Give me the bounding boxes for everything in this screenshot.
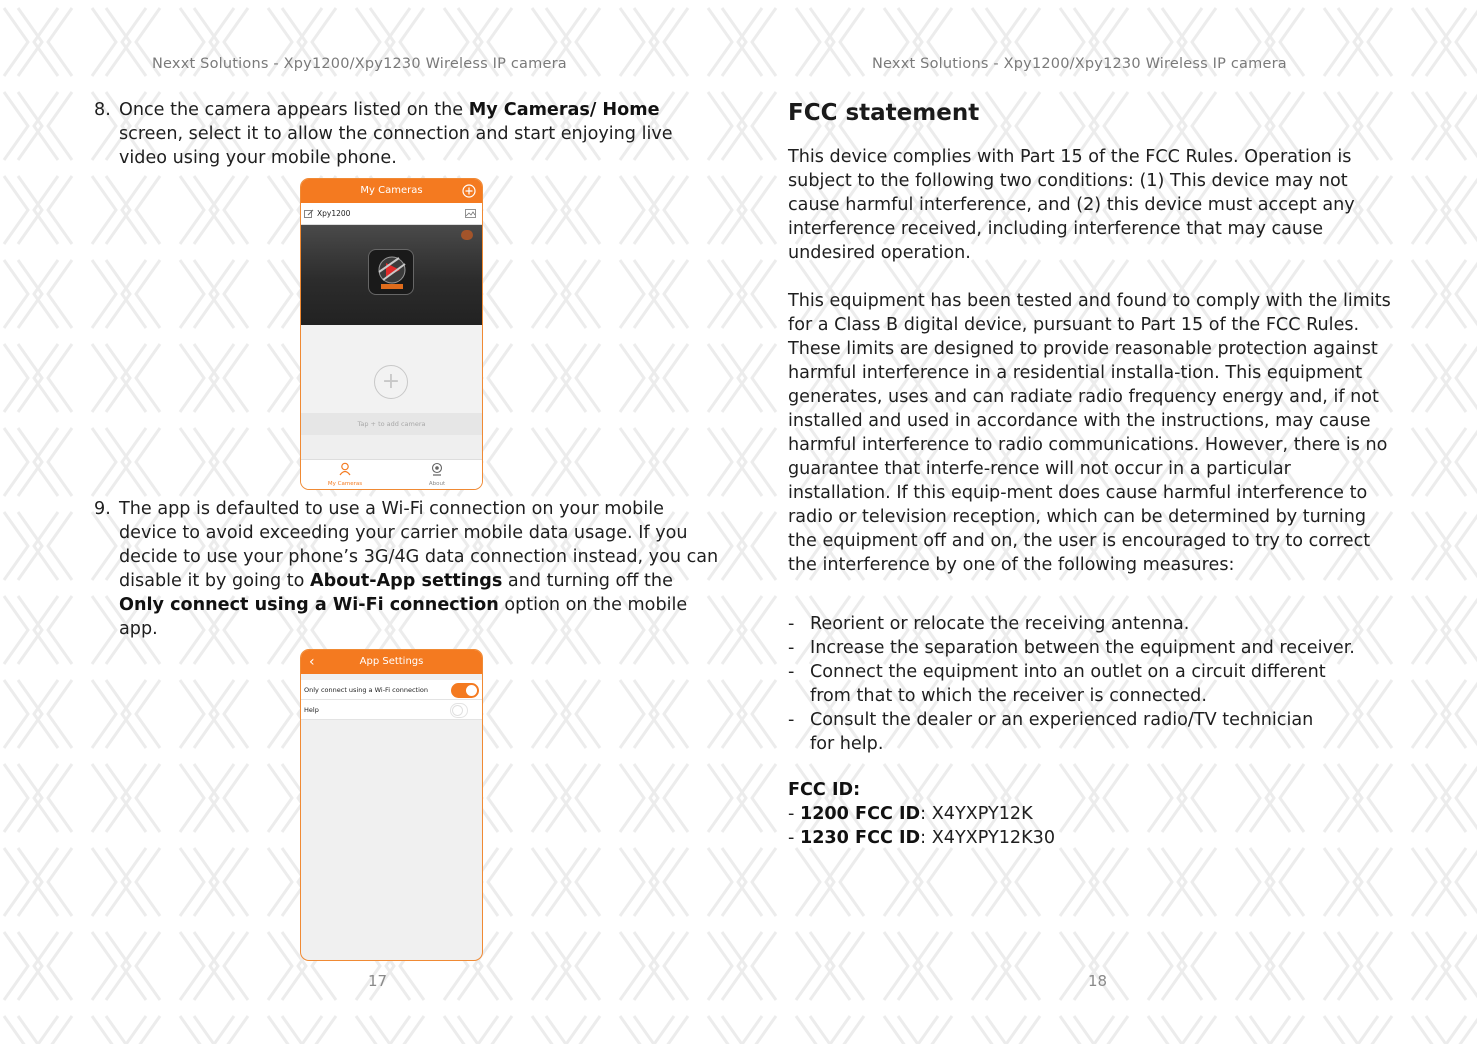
step-number: 9. — [94, 499, 111, 519]
page-number: 18 — [1088, 972, 1108, 990]
list-item: - Consult the dealer or an experienced radio/TV technician for help. — [788, 710, 1314, 754]
edit-icon — [304, 209, 314, 219]
section-title: FCC statement — [788, 100, 980, 126]
tab-about: About — [407, 462, 467, 487]
camera-preview — [301, 225, 482, 325]
app-title-bar — [301, 650, 482, 674]
settings-row-wifi-only: Only connect using a Wi-Fi connection — [301, 680, 482, 700]
snapshot-icon — [465, 209, 476, 218]
measures-list — [788, 612, 1408, 756]
fcc-paragraph-2: This equipment has been tested and found to comply with the limits for a Class B digital device, pursuant to Part 15 of the FCC Rules. These limits are designed to provide reasonable protection against harmful interference in a residential installa-tion. This equipment generates, uses and can radiate radio frequency energy and, if not installed and used in accordance with the instructions, may cause harmful interference to radio communications. However, there is no guarantee that interfe-rence will not occur in a particular installation. If this equip-ment does cause harmful interference to radio or television reception, which can be determined by turning the equipment off and on, the user is encouraged to try to correct the interference by one of the following measures: — [788, 291, 1391, 575]
camera-icon — [407, 462, 467, 481]
tab-my-cameras: My Cameras — [315, 462, 375, 487]
add-camera-hint: Tap + to add camera — [301, 413, 482, 435]
step-text: The app is defaulted to use a Wi-Fi connection on your mobile device to avoid exceeding your carrier mobile data usage. If you decide to use your phone’s 3G/4G data connection instead, you can disable it by going to About-App settings and turning off the Only connect using a Wi-Fi connection option on the mobile app. — [119, 499, 719, 639]
step-9 — [94, 497, 719, 641]
step-text: Once the camera appears listed on the My Cameras/ Home screen, select it to allow the connection and start enjoying live video using your mobile phone. — [119, 100, 673, 168]
status-dot — [461, 230, 473, 240]
app-logo-icon — [368, 249, 414, 295]
screen-title: App Settings — [359, 656, 424, 667]
app-settings-screenshot — [300, 649, 483, 961]
tab-bar — [301, 459, 482, 489]
help-toggle — [450, 703, 468, 718]
app-title-bar — [301, 179, 482, 203]
add-camera-icon — [462, 184, 476, 198]
settings-row-help: Help — [301, 700, 482, 720]
back-chevron-icon: ‹ — [309, 654, 315, 670]
page-18 — [738, 0, 1477, 1044]
list-item: - Connect the equipment into an outlet on a circuit different from that to which the receiver is connected. — [788, 662, 1326, 706]
list-item: - Reorient or relocate the receiving antenna. — [788, 614, 1190, 634]
camera-row — [301, 203, 482, 225]
fcc-id-block — [788, 778, 1055, 850]
empty-slot — [301, 325, 482, 413]
fcc-id-1230: - 1230 FCC ID: X4YXPY12K30 — [788, 828, 1056, 848]
page-header: Nexxt Solutions - Xpy1200/Xpy1230 Wireless IP camera — [152, 56, 567, 72]
camera-name: Xpy1200 — [317, 209, 351, 218]
user-icon — [315, 462, 375, 481]
page-17 — [0, 0, 738, 1044]
page-number: 17 — [368, 972, 388, 990]
screen-title: My Cameras — [360, 185, 423, 196]
my-cameras-screenshot — [300, 178, 483, 490]
step-number: 8. — [94, 100, 111, 120]
add-slot-icon: + — [374, 365, 408, 399]
wifi-only-toggle — [451, 683, 479, 698]
fcc-id-1200: - 1200 FCC ID: X4YXPY12K — [788, 804, 1033, 824]
fcc-id-label: FCC ID: — [788, 780, 861, 800]
page-header: Nexxt Solutions - Xpy1200/Xpy1230 Wireless IP camera — [872, 56, 1287, 72]
fcc-paragraph-1: This device complies with Part 15 of the FCC Rules. Operation is subject to the following two conditions: (1) This device may not cause harmful interference, and (2) this device must accept any interference received, including interference that may cause undesired operation. — [788, 147, 1355, 263]
step-8 — [94, 98, 719, 170]
list-item: - Increase the separation between the equipment and receiver. — [788, 638, 1355, 658]
